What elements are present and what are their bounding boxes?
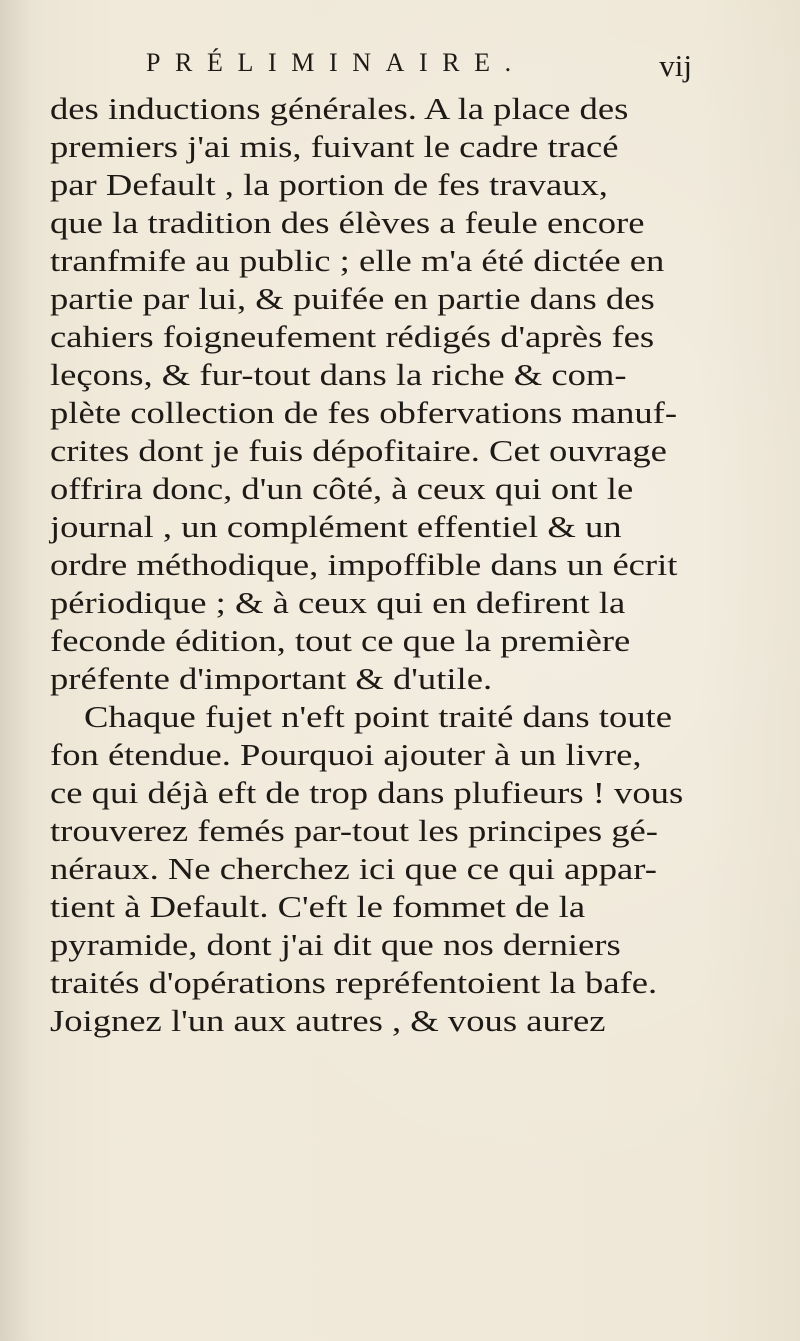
text-line: tranfmife au public ; elle m'a été dictée en bbox=[50, 244, 665, 278]
text-line: ordre méthodique, impoffible dans un écrit bbox=[50, 548, 678, 582]
page-number: vij bbox=[659, 48, 692, 83]
text-line: trouverez femés par-tout les principes gé- bbox=[50, 814, 659, 848]
text-line: ce qui déjà eft de trop dans plufieurs ! vous bbox=[50, 776, 684, 810]
text-line: partie par lui, & puifée en partie dans des bbox=[50, 282, 655, 316]
text-line: préfente d'important & d'utile. bbox=[50, 662, 493, 696]
text-line: par Default , la portion de fes travaux, bbox=[50, 168, 608, 202]
text-line: des inductions générales. A la place des bbox=[50, 92, 629, 126]
text-line: feconde édition, tout ce que la première bbox=[50, 624, 631, 658]
text-line: offrira donc, d'un côté, à ceux qui ont le bbox=[50, 472, 634, 506]
text-line: leçons, & fur-tout dans la riche & com- bbox=[50, 358, 627, 392]
running-head-title: PRÉLIMINAIRE. bbox=[146, 48, 526, 77]
text-line: plète collection de fes obfervations manuf- bbox=[50, 396, 678, 430]
text-line: premiers j'ai mis, fuivant le cadre tracé bbox=[50, 130, 619, 164]
text-line: Joignez l'un aux autres , & vous aurez bbox=[50, 1004, 606, 1038]
text-line: journal , un complément effentiel & un bbox=[50, 510, 622, 544]
text-line: néraux. Ne cherchez ici que ce qui appar- bbox=[50, 852, 657, 886]
text-line: crites dont je fuis dépofitaire. Cet ouvrage bbox=[50, 434, 667, 468]
text-line: tient à Default. C'eft le fommet de la bbox=[50, 890, 586, 924]
running-head bbox=[146, 44, 692, 84]
text-line: périodique ; & à ceux qui en defirent la bbox=[50, 586, 626, 620]
text-line: que la tradition des élèves a feule encore bbox=[50, 206, 645, 240]
text-line: pyramide, dont j'ai dit que nos derniers bbox=[50, 928, 621, 962]
text-line: Chaque fujet n'eft point traité dans toute bbox=[84, 700, 672, 734]
text-line: fon étendue. Pourquoi ajouter à un livre, bbox=[50, 738, 642, 772]
text-line: cahiers foigneufement rédigés d'après fes bbox=[50, 320, 655, 354]
text-line: traités d'opérations repréfentoient la bafe. bbox=[50, 966, 658, 1000]
